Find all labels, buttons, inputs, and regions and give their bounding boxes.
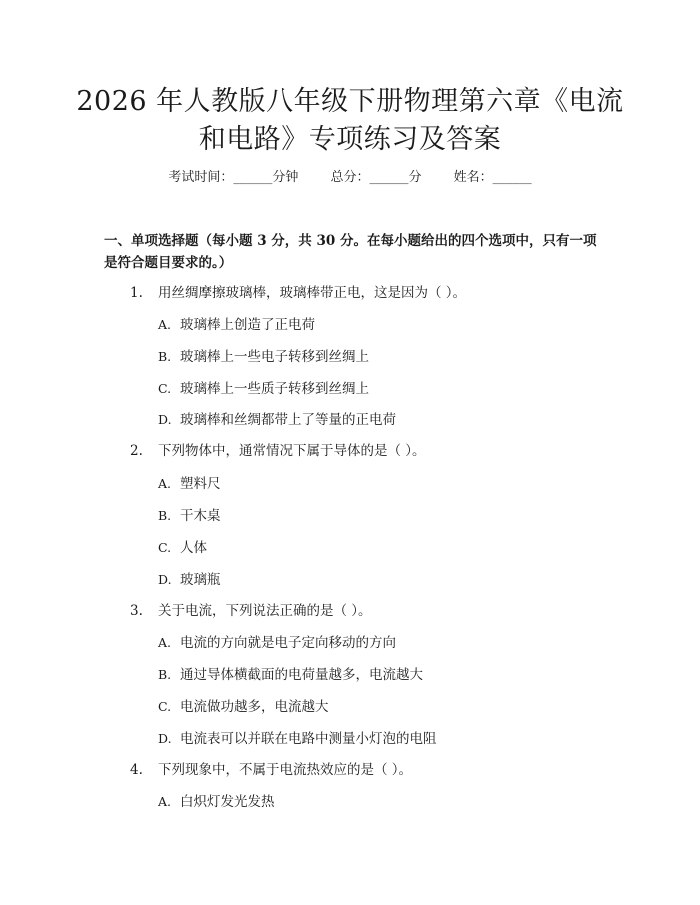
option-text: 通过导体横截面的电荷量越多，电流越大 xyxy=(180,667,423,683)
question-text: 下列物体中，通常情况下属于导体的是（ ）。 xyxy=(158,443,426,459)
student-name-field: 姓名：______ xyxy=(453,170,532,185)
option-letter: C. xyxy=(158,381,172,396)
question-2-option-b xyxy=(158,506,608,526)
question-3-option-c xyxy=(158,697,608,717)
option-text: 干木桌 xyxy=(180,508,221,524)
question-text: 关于电流，下列说法正确的是（ ）。 xyxy=(158,603,372,619)
option-text: 电流的方向就是电子定向移动的方向 xyxy=(180,635,396,651)
question-3-option-b xyxy=(158,665,608,685)
option-letter: A. xyxy=(158,794,172,809)
option-text: 玻璃棒上一些质子转移到丝绸上 xyxy=(180,381,369,397)
question-3-option-d xyxy=(158,729,608,749)
question-number: 1. xyxy=(130,285,143,301)
question-4-option-a xyxy=(158,792,608,812)
question-2-option-d xyxy=(158,570,608,590)
question-1-option-a xyxy=(158,315,608,335)
option-letter: A. xyxy=(158,635,172,650)
option-text: 玻璃棒上一些电子转移到丝绸上 xyxy=(180,349,369,365)
question-1-option-d xyxy=(158,410,608,430)
option-letter: B. xyxy=(158,349,172,364)
option-text: 玻璃棒上创造了正电荷 xyxy=(180,317,315,333)
option-letter: B. xyxy=(158,667,172,682)
question-2 xyxy=(130,441,610,461)
document-title-line-1: 2026 年人教版八年级下册物理第六章《电流 xyxy=(76,86,624,117)
exam-info xyxy=(0,168,700,188)
exam-time-field: 考试时间：______分钟 xyxy=(168,170,299,185)
option-text: 玻璃瓶 xyxy=(180,572,221,588)
option-letter: A. xyxy=(158,317,172,332)
option-letter: A. xyxy=(158,476,172,491)
option-text: 玻璃棒和丝绸都带上了等量的正电荷 xyxy=(180,412,396,428)
option-letter: C. xyxy=(158,540,172,555)
question-number: 4. xyxy=(130,762,143,778)
option-letter: C. xyxy=(158,699,172,714)
option-letter: B. xyxy=(158,508,172,523)
question-text: 用丝绸摩擦玻璃棒，玻璃棒带正电，这是因为（ ）。 xyxy=(158,285,467,301)
question-1-option-c xyxy=(158,379,608,399)
question-1-option-b xyxy=(158,347,608,367)
option-letter: D. xyxy=(158,731,172,746)
question-text: 下列现象中，不属于电流热效应的是（ ）。 xyxy=(158,762,413,778)
question-1 xyxy=(130,283,610,303)
option-letter: D. xyxy=(158,572,172,587)
total-score-field: 总分：______分 xyxy=(330,170,422,185)
option-text: 电流表可以并联在电路中测量小灯泡的电阻 xyxy=(180,731,437,747)
option-text: 人体 xyxy=(180,540,207,556)
option-text: 塑料尺 xyxy=(180,476,221,492)
question-4 xyxy=(130,760,610,780)
section-heading-line-2: 是符合题目要求的。） xyxy=(104,255,233,271)
option-letter: D. xyxy=(158,412,172,427)
question-3 xyxy=(130,601,610,621)
question-2-option-a xyxy=(158,474,608,494)
question-3-option-a xyxy=(158,633,608,653)
section-heading-line-1: 一、单项选择题（每小题 3 分，共 30 分。在每小题给出的四个选项中，只有一项 xyxy=(104,233,597,249)
question-number: 2. xyxy=(130,443,143,459)
option-text: 白炽灯发光发热 xyxy=(180,794,275,810)
document-title-line-2: 和电路》专项练习及答案 xyxy=(198,124,502,155)
option-text: 电流做功越多，电流越大 xyxy=(180,699,329,715)
question-number: 3. xyxy=(130,603,143,619)
question-2-option-c xyxy=(158,538,608,558)
